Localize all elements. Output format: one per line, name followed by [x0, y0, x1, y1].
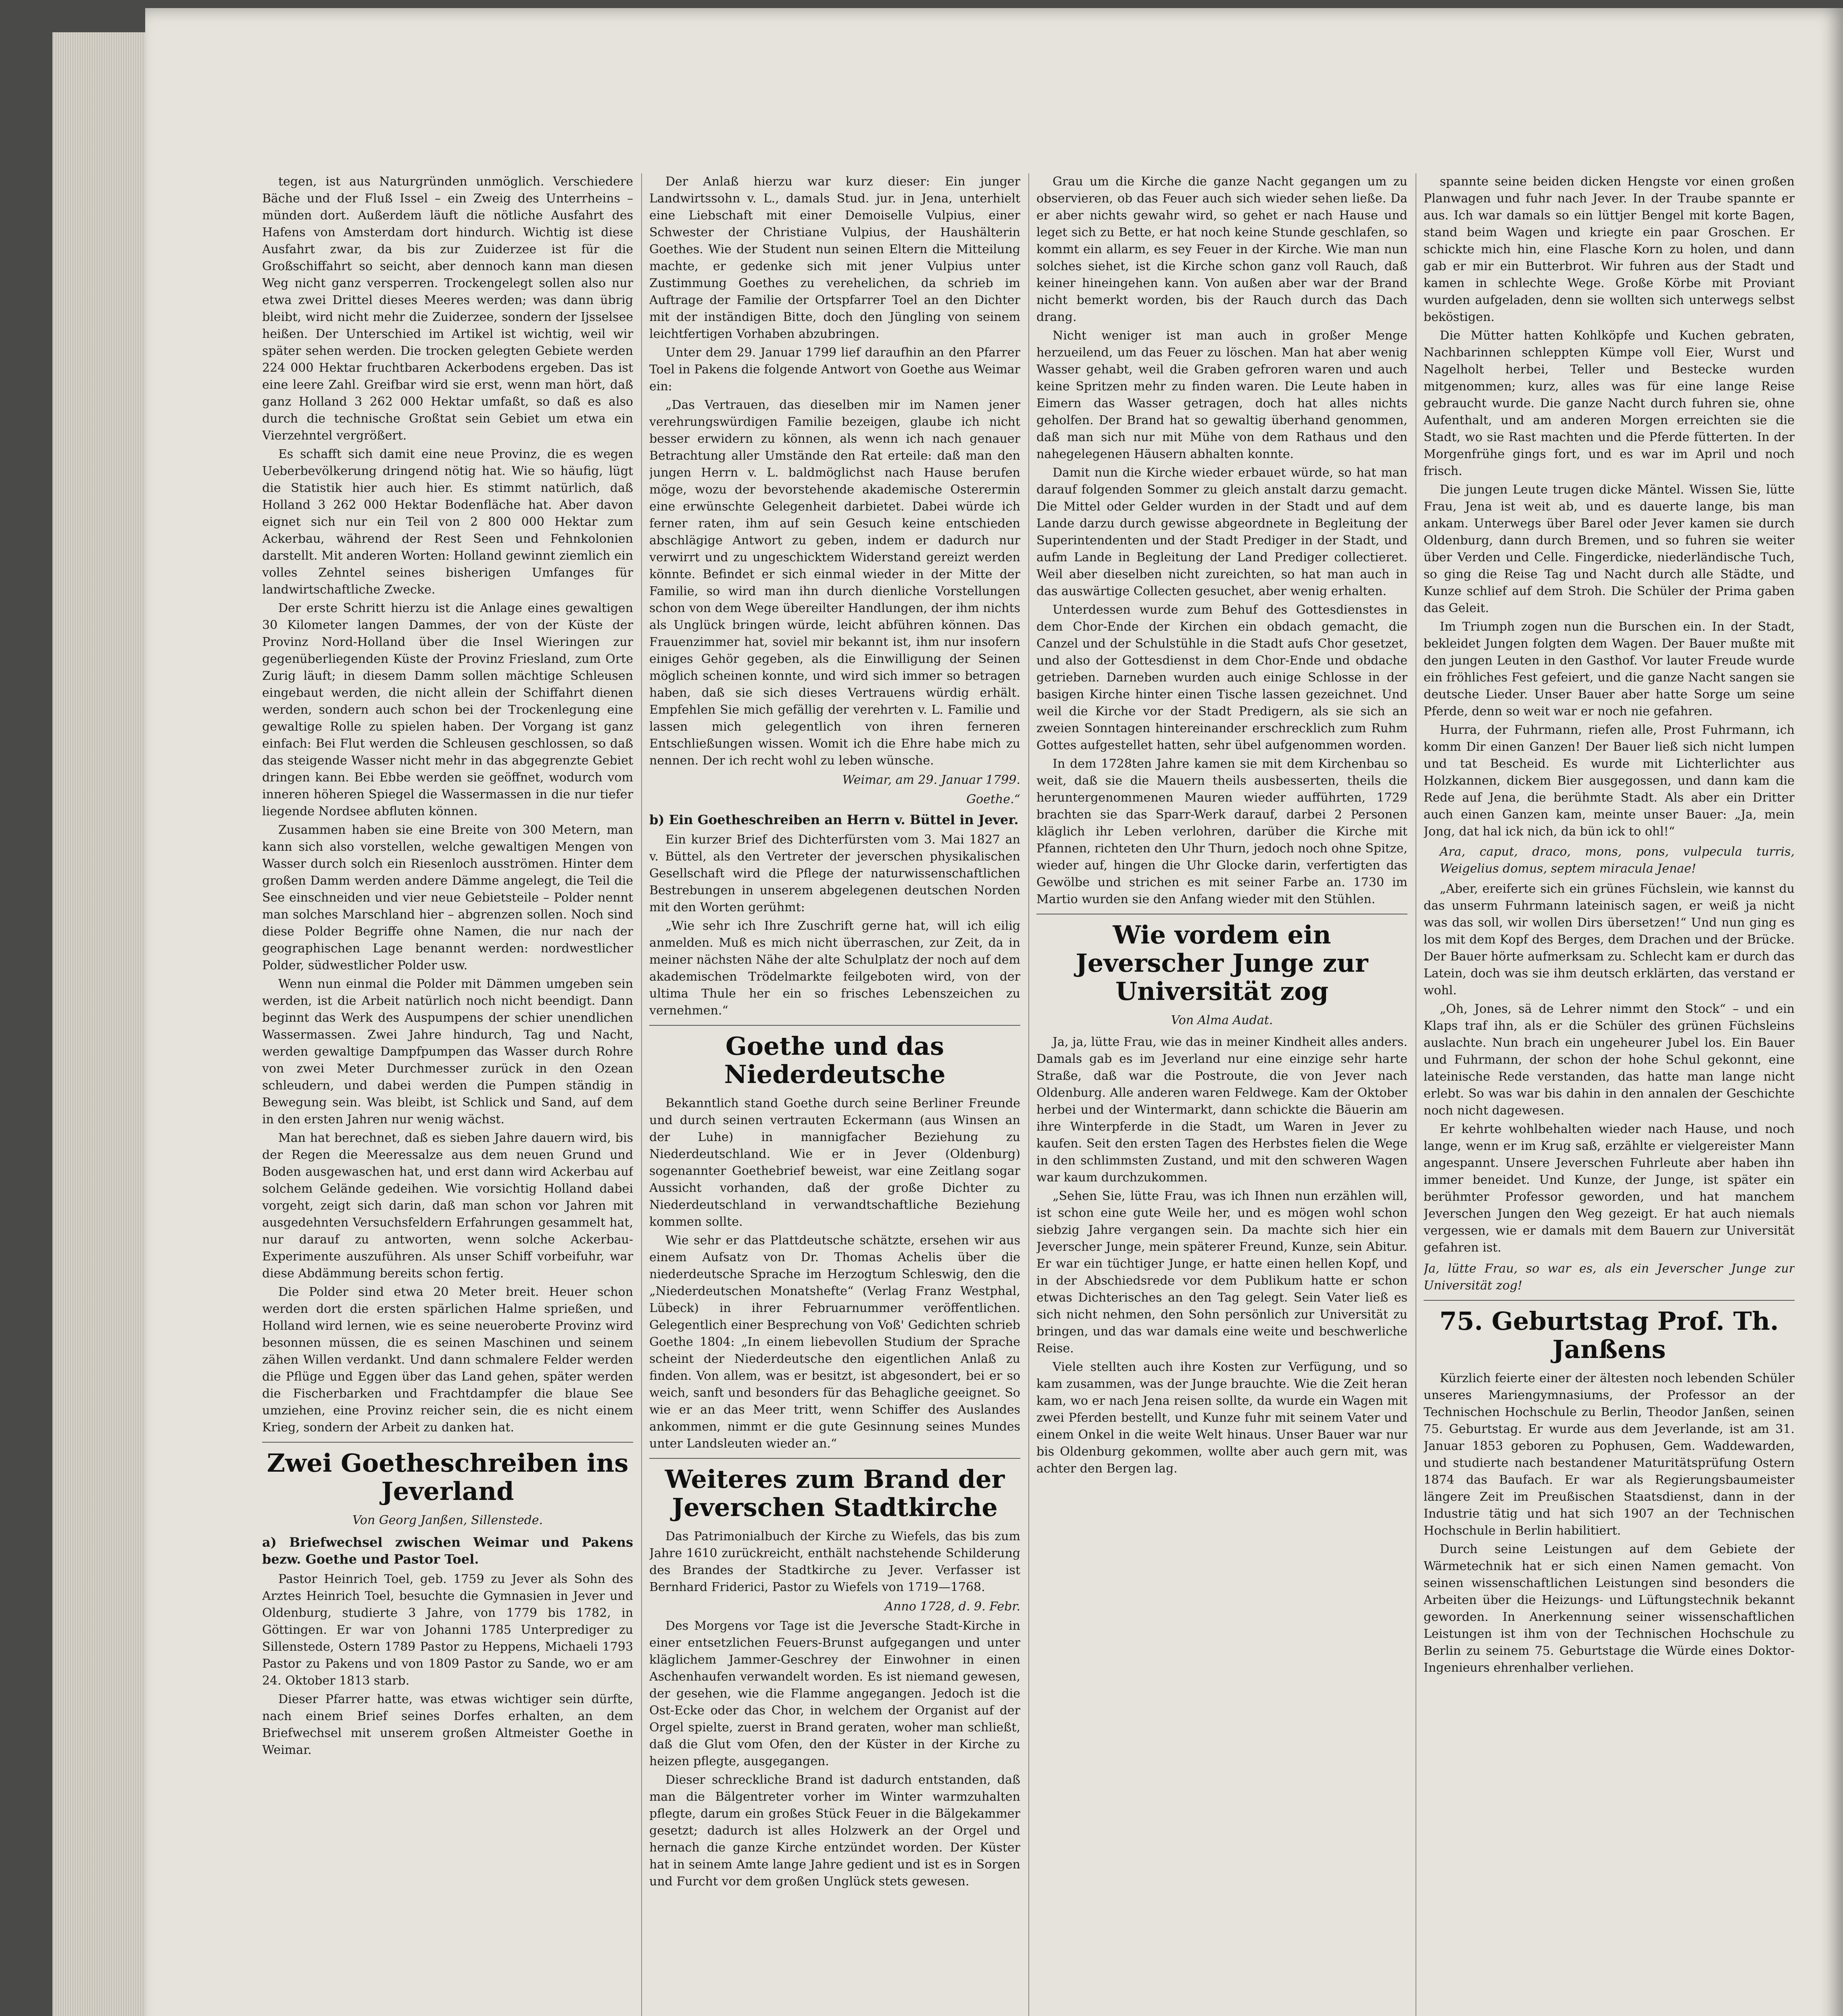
column-rule	[1028, 173, 1029, 2016]
jubilee-paragraph: Kürzlich feierte einer der ältesten noch lebenden Schüler unseres Mariengymnasiums, der Professor an der Technischen Hochschule zu Berlin, Theodor Janßen, seinen 75. Geburtstag. Er wurde aus dem Jeverlande, ist am 31. Januar 1853 geboren zu Pophusen, Gem. Waddewarden, und studierte nach bestandener Maturitätsprüfung Ostern 1874 das Baufach. Er war als Regierungsbaumeister längere Zeit im Preußischen Staatsdienst, dann in der Industrie tätig und hat sich 1907 an der Technischen Hochschule in Berlin habilitiert.	[1424, 1371, 1795, 1538]
section-divider	[649, 1458, 1020, 1459]
junge-paragraph: „Oh, Jones, sä de Lehrer nimmt den Stock“ – und ein Klaps traf ihn, als er die Schüler des grünen Füchsleins auslachte. Nun brach ein ungeheurer Jubel los. Ein Bauer und Fuhrmann, der schon der hohe Schul gekonnt, eine lateinische Rede verstanden, das hatte man lange nicht erlebt. So was war bis dahin in den annalen der Geschichte noch nicht dagewesen.	[1424, 1002, 1795, 1118]
brand-paragraph: Nicht weniger ist man auch in großer Menge herzueilend, um das Feuer zu löschen. Man hat aber wenig Wasser gehabt, weil die Graben gefroren waren und auch keine Spritzen mehr zu finden waren. Die Leute haben in Eimern das Wasser getragen, doch hat alles nichts geholfen. Der Brand hat so gewaltig überhand genommen, daß man sich nur mit Mühe von dem Rathaus und den nahegelegenen Häusern abhalten konnte.	[1036, 329, 1407, 461]
section-divider	[649, 1025, 1020, 1026]
niederdeutsch-headline: Goethe und das Niederdeutsche	[724, 1031, 946, 1089]
junge-paragraph: Im Triumph zogen nun die Burschen ein. In der Stadt, bekleidet Jungen folgten dem Wagen. Der Bauer mußte mit den jungen Leuten in den Gasthof. Vor lauter Freude wurde ein fröhliches Fest gefeiert, und die ganze Nacht sangen sie deutsche Lieder. Unser Bauer aber hatte Sorge um seine Pferde, denn so weit war er noch nie gefahren.	[1424, 620, 1795, 719]
junge-closing: Ja, lütte Frau, so war es, als ein Jeverscher Junge zur Universität zog!	[1424, 1262, 1795, 1293]
column-2	[649, 173, 1020, 2016]
brand-paragraph: Das Patrimonialbuch der Kirche zu Wiefels, das bis zum Jahre 1610 zurückreicht, enthält nachstehende Schilderung des Brandes der Stadtkirche zu Jever. Verfasser ist Bernhard Friderici, Pastor zu Wiefels von 1719—1768.	[649, 1529, 1020, 1594]
junge-paragraph: Die Mütter hatten Kohlköpfe und Kuchen gebraten, Nachbarinnen schleppten Kümpe voll Eier, Wurst und Nagelholt herbei, Teller und Bestecke wurden mitgenommen; kurz, alles was für eine lange Reise gebraucht wurde. Die ganze Nacht durch fuhren sie, ohne Aufenthalt, und am anderen Morgen erreichten sie die Stadt, wo sie Rast machten und die Pferde fütterten. In der Morgenfrühe gings fort, und es war im April und noch frisch.	[1424, 329, 1795, 478]
brand-date: Anno 1728, d. 9. Febr.	[884, 1599, 1020, 1614]
zuiderzee-paragraph: Die Polder sind etwa 20 Meter breit. Heuer schon werden dort die ersten spärlichen Halme sprießen, und Holland wird lernen, wie es seine neueroberte Provinz wird besonnen müssen, die es seinen Maschinen und seinem zähen Willen verdankt. Und dann schmalere Felder werden die Pflüge und Eggen über das Land gehen, später werden die Fischerbarken und Frachtdampfer die blaue See umziehen, eine Provinz reicher sein, die es nicht einem Krieg, sondern der Arbeit zu danken hat.	[262, 1285, 633, 1435]
book-page-edges	[52, 32, 157, 2016]
goethe-letters-paragraph: Pastor Heinrich Toel, geb. 1759 zu Jever als Sohn des Arztes Heinrich Toel, besuchte die Gymnasien in Jever und Oldenburg, studierte 3 Jahre, von 1779 bis 1782, in Göttingen. Er war von Johanni 1785 Unterprediger zu Sillenstede, Ostern 1789 Pastor zu Heppens, Michaeli 1793 Pastor zu Pakens und von 1809 Pastor zu Sande, wo er am 24. Oktober 1813 starb.	[262, 1572, 633, 1688]
junge-paragraph: Viele stellten auch ihre Kosten zur Verfügung, und so kam zusammen, was der Junge brauchte. Wie die Zeit heran kam, wo er nach Jena reisen sollte, da wurde ein Wagen mit zwei Pferden bestellt, und Kunze fuhr mit seinem Vater und einem Onkel in die weite Welt hinaus. Unser Bauer war nur bis Oldenburg gekommen, wollte aber auch gern mit, was achter den Bergen lag.	[1036, 1360, 1407, 1476]
goethe-letter-text: „Das Vertrauen, das dieselben mir im Namen jener verehrungswürdigen Familie bezeigen, glaube ich nicht besser erwidern zu können, als wenn ich nach genauer Betrachtung aller Umstände den Rat erteile: daß man den jungen Herrn v. L. baldmöglichst nach Hause berufen möge, wozu der bevorstehende akademische Osterermin eine erwünschte Gelegenheit darbietet. Dabei würde ich ferner raten, ihm auf sein Gesuch keine entschieden abschlägige Antwort zu geben, indem er dadurch nur verwirrt und zu ungeschicktem Widerstand gereizt werden könnte. Befindet er sich einmal wieder in der Mitte der Familie, so wird man ihn durch dienliche Vorstellungen schon von dem Wege übereilter Handlungen, der ihm nichts als Unglück bringen würde, leicht abführen können. Das Frauenzimmer hat, soviel mir bekannt ist, ihm nur insofern einiges Gehör gegeben, als die Einwilligung der Seinen möglich scheinen konnte, und wird sich immer so betragen haben, daß sie sich dieses Vertrauens würdig erhält. Empfehlen Sie mich gefällig der verehrten v. L. Familie und lassen mich gelegentlich von ihren ferneren Entschließungen wissen. Womit ich die Ehre habe mich zu nennen. Der ich recht wohl zu leben wünsche.	[649, 398, 1020, 768]
jubilee-headline: 75. Geburtstag Prof. Th. Janßens	[1439, 1306, 1779, 1364]
zuiderzee-paragraph: Man hat berechnet, daß es sieben Jahre dauern wird, bis der Regen die Meeressalze aus dem neuen Grund und Boden ausgewaschen hat, und erst dann wird Ackerbau auf solchem Gelände gedeihen. Wie vorsichtig Holland dabei vorgeht, zeigt sich darin, daß man schon vor Jahren mit ausgedehnten Versuchsfeldern Erfahrungen gesammelt hat, nur darauf zu antworten, wenn solche Ackerbau-Experimente auszuführen. Als unser Schiff vorbeifuhr, war diese Abdämmung bereits schon fertig.	[262, 1131, 633, 1281]
brand-paragraph: Unterdessen wurde zum Behuf des Gottesdienstes in dem Chor-Ende der Kirchen ein obdach gemacht, die Canzel und der Schulstühle in die Stadt aufs Chor gesetzet, und also der Gottesdienst in dem Chor-Ende und obdache getrieben. Darneben wurden auch einige Schlosse in der basigen Kirche hinter einen Tische lassen gezeichnet. Und weil die Kirche vor der Stadt Predigern, als sie sich an zweien Sonntagen hintereinander erschrecklich zum Ruhm Gottes aufgestellet hatten, sehr übel aufgenommen worden.	[1036, 603, 1407, 752]
brand-headline: Weiteres zum Brand der Jeverschen Stadtkirche	[665, 1464, 1005, 1522]
column-4	[1424, 173, 1795, 2016]
section-divider	[262, 1442, 633, 1443]
junge-paragraph: Die jungen Leute trugen dicke Mäntel. Wissen Sie, lütte Frau, Jena ist weit ab, und es dauerte lange, bis man ankam. Unterwegs über Barel oder Jever kamen sie durch Oldenburg, dann durch Bremen, und so fuhren sie weiter über Verden und Celle. Fingerdicke, niederländische Tuch, so ging die Reise Tag und Nacht durch alle Städte, und Kunze schlief auf dem Stroh. Die Schüler der Prima gaben das Geleit.	[1424, 483, 1795, 615]
column-rule	[641, 173, 642, 2016]
zuiderzee-paragraph: Der erste Schritt hierzu ist die Anlage eines gewaltigen 30 Kilometer langen Dammes, der von der Küste der Provinz Nord-Holland über die Insel Wieringen zur gegenüberliegenden Küste der Provinz Friesland, zum Orte Zurig läuft; in diesem Damm sollen mächtige Schleusen eingebaut werden, die nicht allein der Schiffahrt dienen werden, sondern auch schon bei der Trockenlegung eine gewaltige Rolle zu spielen haben. Der Vorgang ist ganz einfach: Bei Flut werden die Schleusen geschlossen, so daß das steigende Wasser nicht mehr in das abgegrenzte Gebiet dringen kann. Bei Ebbe werden sie geöffnet, wodurch vom inneren höheren Spiegel die Wassermassen in die nur tiefer liegende Nordsee abfluten können.	[262, 601, 633, 818]
junge-byline: Von Alma Audat.	[1171, 1013, 1273, 1027]
jubilee-paragraph: Durch seine Leistungen auf dem Gebiete der Wärmetechnik hat er sich einen Namen gemacht. Von seinen wissenschaftlichen Leistungen sind besonders die Arbeiten über die Heizungs- und Lüftungstechnik bekannt geworden. In Anerkennung seiner wissenschaftlichen Leistungen ist ihm von der Technischen Hochschule zu Berlin zu seinem 75. Geburtstage die Würde eines Doktor-Ingenieurs ehrenhalber verliehen.	[1424, 1542, 1795, 1675]
zuiderzee-paragraph: tegen, ist aus Naturgründen unmöglich. Verschiedere Bäche und der Fluß Issel – ein Zweig des Unterrheins – münden dort. Außerdem läuft die nötliche Ausfahrt des Hafens von Amsterdam dort hindurch. Wichtig ist diese Ausfahrt zwar, da bis zur Zuiderzee ist für die Großschiffahrt so seicht, aber dennoch kann man diesen Weg nicht ganz versperren. Trockengelegt sollen also nur etwa zwei Drittel dieses Meeres werden; was dann übrig bleibt, wird nicht mehr die Zuiderzee, sondern der Ijsselsee heißen. Der Unterschied im Artikel ist wichtig, weil wir später sehen werden. Die trocken gelegten Gebiete werden 224 000 Hektar fruchtbaren Ackerbodens ergeben. Das ist eine leere Zahl. Greifbar wird sie erst, wenn man hört, daß ganz Holland 3 262 000 Hektar umfaßt, so daß es also durch die technische Großtat sein Gebiet um etwa ein Vierzehntel vergrößert.	[262, 175, 633, 443]
junge-paragraph: „Aber, ereiferte sich ein grünes Füchslein, wie kannst du das unserm Fuhrmann lateinisch sagen, er weiß ja nicht was das soll, wir wollen Dirs übersetzen!“ Und nun ging es los mit dem Kopf des Berges, dem Drachen und der Brücke. Der Bauer hörte aufmerksam zu. Schlecht kam er durch das Latein, doch was sie ihm deutsch erklärten, das verstand er wohl.	[1424, 882, 1795, 998]
zuiderzee-paragraph: Wenn nun einmal die Polder mit Dämmen umgeben sein werden, ist die Arbeit natürlich noch nicht beendigt. Dann beginnt das Werk des Auspumpens der schier unendlichen Wassermassen. Zwei Jahre hindurch, Tag und Nacht, werden gewaltige Dampfpumpen das Wasser durch Rohre von zwei Meter Durchmesser zurück in den Ozean schleudern, und dabei werden die Pumpen ständig in Bewegung sein. Was bleibt, ist Schlick und Sand, auf dem in den ersten Jahren nur wenig wächst.	[262, 977, 633, 1127]
brand-paragraph: Grau um die Kirche die ganze Nacht gegangen um zu observieren, ob das Feuer auch sich wieder sehen ließe. Da er aber nichts gewahr wird, so gehet er nach Hause und leget sich zu Bette, er hat noch keine Stunde geschlafen, so kommt ein allarm, es sey Feuer in der Kirche. Wie man nun solches siehet, ist die Kirche schon ganz voll Rauch, daß keiner hineingehen kann. Von außen aber war der Brand nicht bemerkt worden, bis der Rauch durch das Dach drang.	[1036, 175, 1407, 324]
latin-verse: Ara, caput, draco, mons, pons, vulpecula turris, Weigelius domus, septem miracula Jenae!	[1440, 845, 1795, 876]
junge-paragraph: Ja, ja, lütte Frau, wie das in meiner Kindheit alles anders. Damals gab es im Jeverland nur eine einzige sehr harte Straße, daß war die Postroute, die von Jever nach Oldenburg. Alle anderen waren Feldwege. Kam der Oktober herbei und der Wintermarkt, dann schickte die Bäuerin am ihre Winterpferde in die Stadt, um Waren in Jever zu kaufen. Seit den ersten Tagen des Herbstes fielen die Wege in den schlimmsten Zustand, und mit den schweren Wagen war kaum durchzukommen.	[1036, 1035, 1407, 1185]
junge-headline: Wie vordem ein Jeverscher Junge zur Universität zog	[1076, 920, 1368, 1006]
goethe-letters-paragraph: Ein kurzer Brief des Dichterfürsten vom 3. Mai 1827 an v. Büttel, als den Vertreter der jeverschen physikalischen Gesellschaft wird die Pflege der naturwissenschaftlichen Bestrebungen in unserem abgelegenen deutschen Norden mit den Worten gerühmt:	[649, 833, 1020, 914]
goethe-letters-subhead-b: b) Ein Goetheschreiben an Herrn v. Büttel in Jever.	[649, 812, 1019, 827]
column-1	[262, 173, 633, 2016]
goethe-letter-signature: Goethe.“	[966, 792, 1020, 806]
goethe-letters-paragraph: Unter dem 29. Januar 1799 lief daraufhin an den Pfarrer Toel in Pakens die folgende Antwort von Goethe aus Weimar ein:	[649, 346, 1020, 394]
goethe-letters-headline: Zwei Goetheschreiben ins Jeverland	[267, 1448, 629, 1506]
goethe-letters-byline: Von Georg Janßen, Sillenstede.	[352, 1513, 543, 1527]
brand-paragraph: In dem 1728ten Jahre kamen sie mit dem Kirchenbau so weit, daß sie die Mauern theils ausbesserten, theils die heruntergenommenen Mauren wieder aufführten, 1729 brachten sie das Sparr-Werk darauf, darbei 2 Personen kläglich ihr Leben verlohren, darüber die Kirche mit Pfannen, richteten den Uhr Thurn, jedoch noch ohne Spitze, wieder auf, hingen die Uhr Glocke darin, verfertigten das Gewölbe und strichen es mit seiner Farbe an. 1730 im Martio wurden sie den Anfang wieder mit den Stühlen.	[1036, 757, 1407, 906]
brand-paragraph: Des Morgens vor Tage ist die Jeversche Stadt-Kirche in einer entsetzlichen Feuers-Brunst aufgegangen und unter kläglichem Jammer-Geschrey der Einwohner in einen Aschenhaufen verwandelt worden. Es ist niemand gewesen, der gesehen, wie die Flamme angegangen. Jedoch ist die Ost-Ecke oder das Chor, in welchem der Organist auf der Orgel spielte, zuerst in Brand geraten, woher man schließt, daß die Glut vom Ofen, den der Küster in der Kirche zu heizen pflegte, ausgegangen.	[649, 1619, 1020, 1768]
brand-paragraph: Dieser schreckliche Brand ist dadurch entstanden, daß man die Bälgentreter vorher im Winter warmzuhalten pflegte, darum ein großes Stück Feuer in die Bälgekammer gesetzt; dadurch ist alles Holzwerk an der Orgel und hernach die ganze Kirche entzündet worden. Der Küster hat in seinem Amte lange Jahre gedient und ist es in Sorgen und Furcht vor dem großen Unglück stets gewesen.	[649, 1773, 1020, 1889]
junge-paragraph: „Sehen Sie, lütte Frau, was ich Ihnen nun erzählen will, ist schon eine gute Weile her, und es mögen wohl schon siebzig Jahre vergangen sein. Da machte sich hier ein Jeverscher Junge, mein späterer Freund, Kunze, sein Abitur. Er war ein tüchtiger Junge, er hatte einen hellen Kopf, und in der Abschiedsrede vor dem Publikum hatte er schon etwas Dichterisches an den Tag gelegt. Sein Vater ließ es sich nicht nehmen, den Sohn persönlich zur Universität zu bringen, und das war damals eine weite und beschwerliche Reise.	[1036, 1189, 1407, 1356]
zuiderzee-paragraph: Es schafft sich damit eine neue Provinz, die es wegen Ueberbevölkerung dringend nötig hat. Wie so häufig, lügt die Statistik hier auch hier. Es stimmt natürlich, daß Holland 3 262 000 Hektar Bodenfläche hat. Aber davon eignet sich nur ein Teil von 2 800 000 Hektar zum Ackerbau, während der Rest Seen und Fehnkolonien darstellt. Mit anderen Worten: Holland gewinnt ziemlich ein volles Zehntel seines bisherigen Umfanges für landwirtschaftliche Zwecke.	[262, 447, 633, 597]
column-3	[1036, 173, 1407, 2016]
goethe-letters-paragraph: Der Anlaß hierzu war kurz dieser: Ein junger Landwirtssohn v. L., damals Stud. jur. in Jena, unterhielt eine Liebschaft mit einer Demoiselle Vulpius, einer Schwester der Christiane Vulpius, der Haushälterin Goethes. Wie der Student nun seinen Eltern die Mitteilung machte, er gedenke sich mit jener Vulpius unter Zustimmung Goethes zu verehelichen, da schrieb im Auftrage der Familie der Ortspfarrer Toel an den Dichter mit der inständigen Bitte, doch den Jüngling von seinem leichtfertigen Vorhaben abzubringen.	[649, 175, 1020, 341]
goethe-quote: „Wie sehr ich Ihre Zuschrift gerne hat, will ich eilig anmelden. Muß es mich nicht überraschen, zur Zeit, da in meiner nächsten Nähe der alte Schulplatz der noch auf dem akademischen Trödelmarkte feilgeboten wird, von der ultima Thule her ein so frisches Lebenszeichen zu vernehmen.“	[649, 919, 1020, 1018]
junge-paragraph: Er kehrte wohlbehalten wieder nach Hause, und noch lange, wenn er im Krug saß, erzählte er vielgereister Mann angespannt. Unsere Jeverschen Fuhrleute aber haben ihn immer beneidet. Und Kunze, der Junge, ist später ein berühmter Professor geworden, und hat manchem Jeverschen Jungen den Weg gezeigt. Er hat auch niemals vergessen, wie er damals mit dem Bauern zur Universität gefahren ist.	[1424, 1122, 1795, 1255]
goethe-letters-paragraph: Dieser Pfarrer hatte, was etwas wichtiger sein dürfte, nach einem Brief seines Dorfes erhalten, an dem Briefwechsel mit unserem großen Altmeister Goethe in Weimar.	[262, 1692, 633, 1757]
brand-paragraph: Damit nun die Kirche wieder erbauet würde, so hat man darauf folgenden Sommer zu gleich anstalt darzu gemacht. Die Mittel oder Gelder wurden in der Stadt und auf dem Lande darzu durch gewisse abgeordnete in Begleitung der Superintendenten und der Stadt Prediger in der Stadt, und aufm Lande in Begleitung der Land Prediger collectieret. Weil aber dieselben nicht zureichten, so hat man auch in das auswärtige Collecten gesuchet, aber wenig erhalten.	[1036, 466, 1407, 598]
goethe-letter-date: Weimar, am 29. Januar 1799.	[842, 773, 1020, 787]
newspaper-page	[145, 8, 1843, 2016]
junge-paragraph: Hurra, der Fuhrmann, riefen alle, Prost Fuhrmann, ich komm Dir einen Ganzen! Der Bauer ließ sich nicht lumpen und tat Bescheid. Es wurde mit Lichterlichter aus Holzkannen, dickem Bier ausgegossen, und dann kam die Rede auf Jena, die berühmte Stadt. Als aber ein Dritter auch einen Ganzen kam, meinte unser Bauer: „Ja, mein Jong, dat hal ick nich, da bün ick to ohl!“	[1424, 723, 1795, 839]
junge-paragraph: spannte seine beiden dicken Hengste vor einen großen Planwagen und fuhr nach Jever. In der Traube spannte er aus. Ich war damals so ein lüttjer Bengel mit korte Bagen, stand beim Wagen und kriegte ein paar Groschen. Er schickte mich hin, eine Flasche Korn zu holen, und dann gab er mir ein Butterbrot. Wir fuhren aus der Stadt und kamen in schlechte Wege. Große Körbe mit Proviant wurden aufgeladen, denn sie wollten sich unterwegs selbst beköstigen.	[1424, 175, 1795, 324]
zuiderzee-paragraph: Zusammen haben sie eine Breite von 300 Metern, man kann sich also vorstellen, welche gewaltigen Mengen von Wasser durch solch ein Riesenloch ausströmen. Hinter dem großen Damm werden andere Dämme angelegt, die Teil die See einschneiden und vier neue Gebietsteile – Polder nennt man solches Marschland hier – abgrenzen sollen. Noch sind diese Polder Begriffe ohne Namen, die nur nach der geographischen Lage benannt werden: nordwestlicher Polder, südwestlicher Polder usw.	[262, 823, 633, 973]
goethe-letters-subhead-a: a) Briefwechsel zwischen Weimar und Pakens bezw. Goethe und Pastor Toel.	[262, 1535, 633, 1567]
section-divider	[1424, 1300, 1795, 1301]
niederdeutsch-paragraph: Wie sehr er das Plattdeutsche schätzte, ersehen wir aus einem Aufsatz von Dr. Thomas Achelis über die niederdeutsche Sprache im Herzogtum Schleswig, den die „Niederdeutschen Monatshefte“ (Verlag Franz Westphal, Lübeck) in ihrer Februarnummer veröffentlichen. Gelegentlich einer Besprechung von Voß' Gedichten schrieb Goethe 1804: „In einem liebevollen Studium der Sprache scheint der Niederdeutsche den eigentlichen Anlaß zu finden. Von allem, was er besitzt, ist abgesondert, bei er so weich, sanft und besonders für das Behagliche geeignet. So wie er an das Meer tritt, wenn Schiffer des Auslandes ankommen, nimmt er die gute Gesinnung seines Mundes unter Landsleuten wieder an.“	[649, 1233, 1020, 1451]
niederdeutsch-paragraph: Bekanntlich stand Goethe durch seine Berliner Freunde und durch seinen vertrauten Eckermann (aus Winsen an der Luhe) in mannigfacher Beziehung zu Niederdeutschland. Wie er in Jever (Oldenburg) sogenannter Goethebrief beweist, war eine Zeitlang sogar Aussicht vorhanden, daß der große Dichter zu Niederdeutschland in verwandtschaftliche Beziehung kommen sollte.	[649, 1096, 1020, 1229]
